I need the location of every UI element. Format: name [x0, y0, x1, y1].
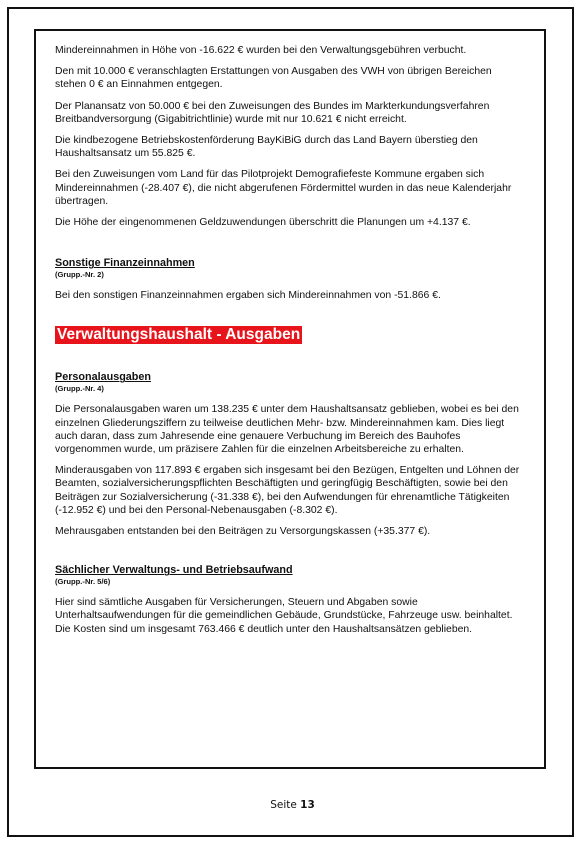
paragraph-minderausgaben: Minderausgaben von 117.893 € ergaben sich insgesamt bei den Bezügen, Entgelten und Löhnen der Beamten, sozialversicherungspflichten Beschäftigten und geringfügig Beschäftigten, sowie bei den Beiträgen zur Sozialversicherung (-31.338 €), bei den Aufwendungen für ehrenamtliche Tätigkeiten (-12.952 €) und bei den Personal-Nebenausgaben (-8.302 €). — [55, 465, 520, 516]
paragraph-baykibig: Die kindbezogene Betriebskostenförderung BayKiBiG durch das Land Bayern überstieg den Haushaltsansatz um 55.825 €. — [55, 135, 478, 160]
section-title-ausgaben: Verwaltungshaushalt - Ausgaben — [57, 326, 301, 344]
paragraph-erstattungen: Den mit 10.000 € veranschlagten Erstattungen von Ausgaben des VWH von übrigen Bereichen stehen 0 € an Einnahmen entgegen. — [55, 66, 492, 91]
paragraph-mehrausgaben: Mehrausgaben entstanden bei den Beiträgen zu Versorgungskassen (+35.377 €). — [55, 526, 431, 538]
document-body — [55, 44, 523, 644]
paragraph-sonstige-finanzeinnahmen: Bei den sonstigen Finanzeinnahmen ergaben sich Mindereinnahmen von -51.866 €. — [55, 290, 441, 302]
paragraph-geldzuwendungen: Die Höhe der eingenommenen Geldzuwendungen überschritt die Planungen um +4.137 €. — [55, 217, 471, 229]
section-title-wrapper — [55, 326, 523, 344]
heading-saechlicher-aufwand: Sächlicher Verwaltungs- und Betriebsaufwand — [55, 564, 293, 577]
page-footer — [0, 799, 585, 811]
paragraph-personalausgaben: Die Personalausgaben waren um 138.235 € unter dem Haushaltsansatz geblieben, wobei es bei den einzelnen Gliederungsziffern zu teilweise deutlichen Mehr- bzw. Mindereinnahmen kam. Dies liegt auch daran, dass zum Jahresende eine genauere Verbuchung im Bereich des Bauhofes vorgenommen wurde, um präzisere Zahlen für die einzelnen Arbeitsbereiche zu erhalten. — [55, 404, 519, 456]
paragraph-saechlicher-aufwand: Hier sind sämtliche Ausgaben für Versicherungen, Steuern und Abgaben sowie Unterhaltsaufwendungen für die gemeindlichen Gebäude, Grundstücke, Fahrzeuge usw. beinhaltet. Die Kosten sind um insgesamt 763.466 € deutlich unter den Haushaltsansätzen geblieben. — [55, 597, 513, 635]
heading-personalausgaben: Personalausgaben — [55, 371, 152, 384]
footer-label: Seite — [270, 799, 297, 811]
heading-sonstige-finanzeinnahmen: Sonstige Finanzeinnahmen — [55, 257, 195, 270]
page-number: 13 — [300, 799, 315, 811]
paragraph-verwaltungsgebuehren: Mindereinnahmen in Höhe von -16.622 € wurden bei den Verwaltungsgebühren verbucht. — [55, 45, 467, 56]
group-number-5-6: (Grupp.-Nr. 5/6) — [55, 577, 111, 587]
group-number-2: (Grupp.-Nr. 2) — [55, 270, 104, 280]
paragraph-breitband: Der Planansatz von 50.000 € bei den Zuweisungen des Bundes im Markterkundungsverfahren Breitbandversorgung (Gigabitrichtlinie) wurde mit nur 10.621 € nicht erreicht. — [55, 100, 490, 125]
paragraph-demografie: Bei den Zuweisungen vom Land für das Pilotprojekt Demografiefeste Kommune ergaben sich Mindereinnahmen (-28.407 €), die nicht abgerufenen Fördermittel wurden in das neue Kalenderjahr übertragen. — [55, 169, 512, 207]
group-number-4: (Grupp.-Nr. 4) — [55, 384, 104, 394]
